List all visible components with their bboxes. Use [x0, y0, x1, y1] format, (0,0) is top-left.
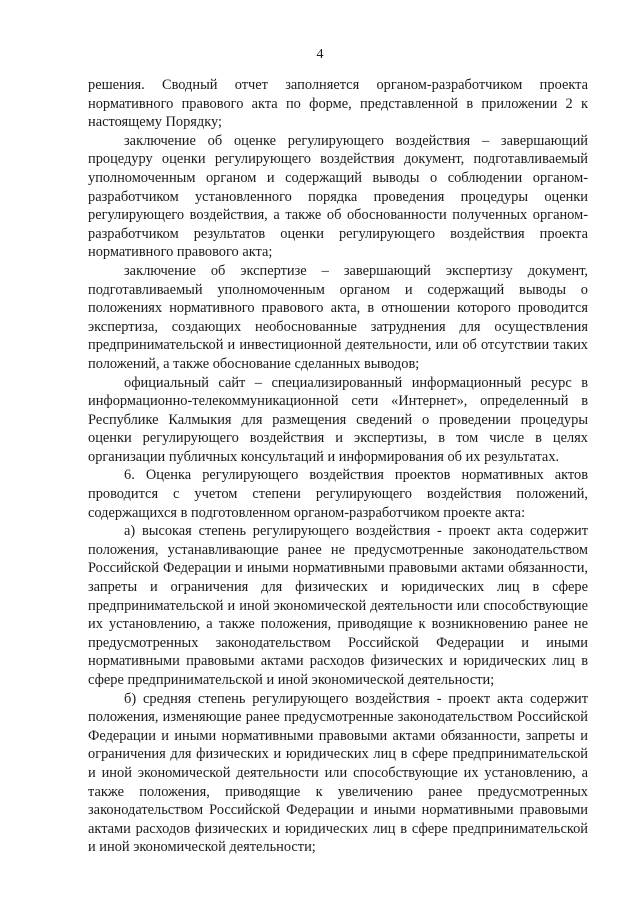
paragraph-conclusion-orv: заключение об оценке регулирующего воздействия – завершающий процедуру оценки регулирующего воздействия документ, подготавливаемый уполномоченным органом и содержащий выводы о соблюдении органом-разработчиком установленного порядка проведения процедуры оценки регулирующего воздействия, а также об обоснованности полученных органом-разработчиком результатов оценки регулирующего воздействия проекта нормативного правового акта;	[88, 132, 588, 261]
paragraph-continuation: решения. Сводный отчет заполняется органом-разработчиком проекта нормативного правового акта по форме, представленной в приложении 2 к настоящему Порядку;	[88, 77, 588, 131]
document-body	[88, 76, 588, 857]
page-number: 4	[316, 47, 324, 62]
paragraph-conclusion-expertise: заключение об экспертизе – завершающий экспертизу документ, подготавливаемый уполномоченным органом и содержащий выводы о положениях нормативного правового акта, в отношении которого проводится экспертиза, создающих необоснованные затруднения для осуществления предпринимательской и инвестиционной деятельности, или об отсутствии таких положений, а также обоснование сделанных выводов;	[88, 262, 588, 372]
paragraph-item-6: 6. Оценка регулирующего воздействия проектов нормативных актов проводится с учетом степени регулирующего воздействия положений, содержащихся в подготовленном органом-разработчиком проекте акта:	[88, 467, 588, 521]
paragraph-official-site: официальный сайт – специализированный информационный ресурс в информационно-телекоммуникационной сети «Интернет», определенный в Республике Калмыкия для размещения сведений о проведении процедуры оценки регулирующего воздействия и экспертизы, в том числе в целях организации публичных консультаций и информирования об их результатах.	[88, 374, 588, 465]
paragraph-item-6a: а) высокая степень регулирующего воздействия - проект акта содержит положения, устанавливающие ранее не предусмотренные законодательством Российской Федерации и иными нормативными правовыми актами обязанности, запреты и ограничения для физических и юридических лиц в сфере предпринимательской и иной экономической деятельности или способствующие их установлению, а также положения, приводящие к возникновению ранее не предусмотренных законодательством Российской Федерации и иными нормативными правовыми актами расходов физических и юридических лиц в сфере предпринимательской и иной экономической деятельности;	[88, 523, 588, 688]
paragraph-item-6b: б) средняя степень регулирующего воздействия - проект акта содержит положения, изменяющие ранее предусмотренные законодательством Российской Федерации и иными нормативными правовыми актами обязанности, запреты и ограничения для физических и юридических лиц в сфере предпринимательской и иной экономической деятельности или способствующие их установлению, а также положения, приводящие к увеличению ранее предусмотренных законодательством Российской Федерации и иными нормативными правовыми актами расходов физических и юридических лиц в сфере предпринимательской и иной экономической деятельности;	[88, 690, 588, 856]
